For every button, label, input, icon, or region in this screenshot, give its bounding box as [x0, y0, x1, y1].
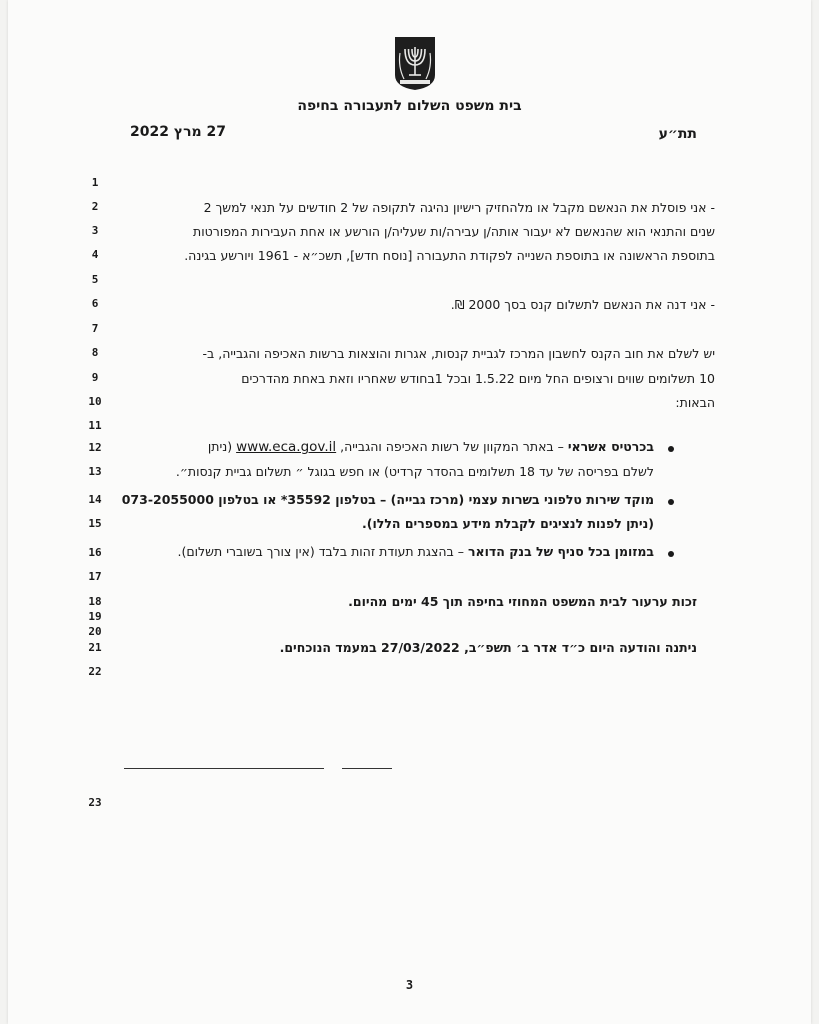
credit-card-option-note: (ניתן [207, 439, 237, 454]
eca-website-link[interactable]: www.eca.gov.il [236, 439, 337, 455]
line-number: 22 [88, 665, 102, 678]
payment-intro-line-2: 10 תשלומים שווים ורצופים החל מיום 1.5.22 ובכל 1בחודש שאחריו וזאת באחת מהדרכים [241, 371, 715, 386]
line-number: 1 [91, 176, 99, 189]
line-number: 16 [88, 546, 102, 559]
line-number: 23 [88, 796, 102, 809]
line-number: 18 [88, 595, 102, 608]
line-number: 11 [88, 419, 102, 432]
post-office-option-title: במזומן בכל סניף של בנק הדואר [468, 544, 654, 559]
bullet-icon [668, 446, 674, 452]
line-number: 5 [91, 273, 99, 286]
line-number: 12 [88, 441, 102, 454]
payment-intro-line-3: הבאות: [675, 395, 715, 410]
bullet-icon [668, 551, 674, 557]
line-number: 4 [91, 248, 99, 261]
fine-sentence: - אני דנה את הנאשם לתשלום קנס בסך 2000 ₪. [450, 297, 715, 312]
page-number: 3 [405, 978, 414, 992]
case-type-label: תת״ע [658, 126, 697, 142]
line-number: 13 [88, 465, 102, 478]
credit-card-option-title: בכרטיס אשראי [567, 439, 654, 454]
line-number: 19 [88, 610, 102, 623]
state-emblem-menorah-icon [392, 35, 438, 91]
line-number: 8 [91, 346, 99, 359]
line-number: 15 [88, 517, 102, 530]
disqualification-line-1: - אני פוסלת את הנאשם מקבל או מלהחזיק רישיון נהיגה לתקופה של 2 חודשים על תנאי למשך 2 [203, 200, 715, 215]
line-number: 9 [91, 371, 99, 384]
decision-given-statement: ניתנה והודעה היום כ״ד אדר ב׳ תשפ״ב, 27/03/2022 במעמד הנוכחים. [279, 640, 697, 655]
disqualification-line-3: בתוספת הראשונה או בתוספת השנייה לפקודת התעבורה [נוסח חדש], תשכ״א - 1961 ויורשע בגינה. [184, 248, 715, 263]
line-number: 17 [88, 570, 102, 583]
document-page [8, 0, 811, 1024]
payment-option-post-office [178, 544, 655, 560]
signature-line [124, 768, 324, 769]
signature-line-short [342, 768, 392, 769]
line-number: 6 [91, 297, 99, 310]
payment-option-phone: מוקד שירות טלפוני בשרות עצמי (מרכז גבייה) – בטלפון 35592* או בטלפון 073-2055000 [121, 492, 654, 507]
line-number: 14 [88, 493, 102, 506]
appeal-rights-notice: זכות ערעור לבית המשפט המחוזי בחיפה תוך 45 ימים מהיום. [348, 594, 697, 609]
line-number: 7 [91, 322, 99, 335]
line-number: 10 [88, 395, 102, 408]
bullet-icon [668, 499, 674, 505]
payment-option-credit-card [208, 439, 654, 455]
credit-card-option-line-2: לשלם בפריסה של עד 18 תשלומים בהסדר קרדיט) או חפש בגוגל ״ תשלום גביית קנסות״. [175, 464, 654, 479]
line-number: 21 [88, 641, 102, 654]
phone-option-line-2: (ניתן לפנות לנציגים לקבלת מידע במספרים הללו). [362, 516, 654, 531]
payment-intro-line-1: יש לשלם את חוב הקנס לחשבון המרכז לגביית קנסות, אגרות והוצאות ברשות האכיפה והגבייה, ב- [202, 346, 715, 361]
disqualification-line-2: שנים והתנאי הוא שהנאשם לא יעבור אותה/ן עבירה/ות שעליה/ן הורשע או אחת העבירות המפורטות [193, 224, 715, 239]
credit-card-option-text: – באתר המקוון של רשות האכיפה והגבייה, [336, 439, 568, 454]
court-name-heading: בית משפט השלום לתעבורה בחיפה [297, 98, 522, 114]
line-number: 2 [91, 200, 99, 213]
decision-date: 27 מרץ 2022 [130, 124, 227, 140]
line-number: 20 [88, 625, 102, 638]
line-number: 3 [91, 224, 99, 237]
post-office-option-text: – בהצגת תעודת זהות בלבד (אין צורך בשוברי תשלום). [177, 544, 468, 559]
